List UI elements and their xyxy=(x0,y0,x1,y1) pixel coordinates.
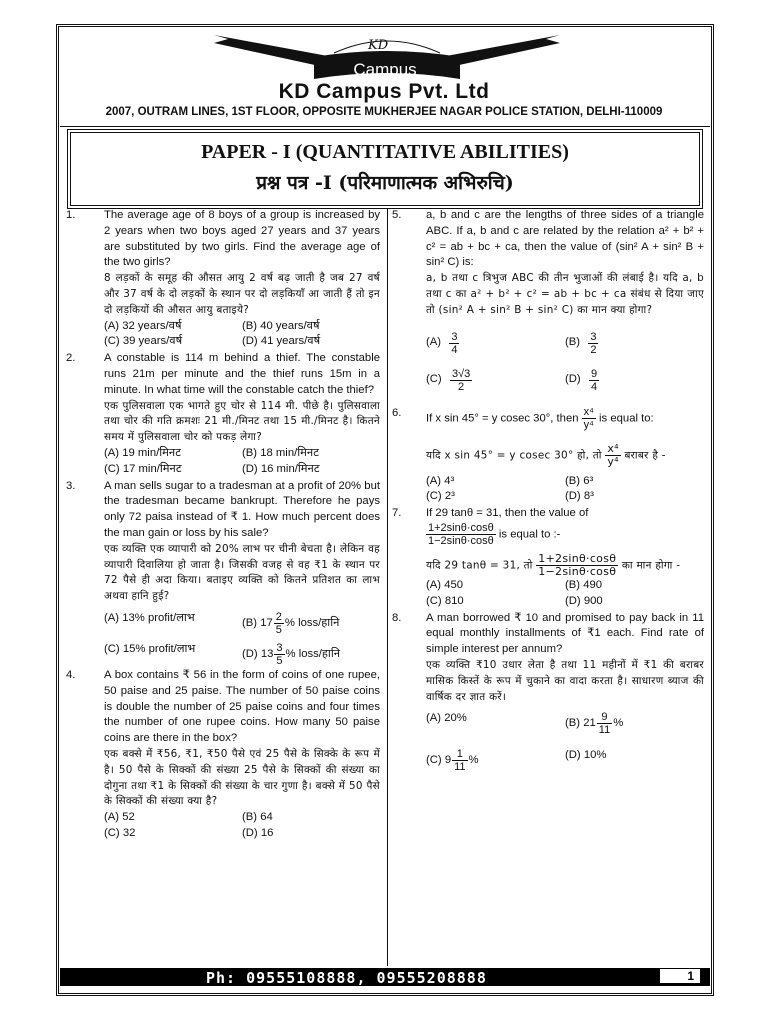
question-7 xyxy=(392,506,704,609)
options xyxy=(426,578,704,610)
question-number: 2. xyxy=(66,352,76,365)
question-text-en: A man sells sugar to a tradesman at a profit of 20% but the tradesman became bankrupt. Therefore he pays only 72 paisa instead of ₹ 1. How much percent does the man gain or loss by his sale? xyxy=(104,479,380,539)
company-name: KD Campus Pvt. Ltd xyxy=(278,80,490,103)
question-4 xyxy=(66,668,380,842)
option-a: (A) 13% profit/लाभ xyxy=(104,611,195,624)
question-text-en: A box contains ₹ 56 in the form of coins of one rupee, 50 paise and 25 paise. The number of 50 paise coins is double the number of 25 paise coins and four times the number of one rupee coins. How many 50 paise coins are there in the box? xyxy=(104,668,380,745)
paper-title-hindi: प्रश्न पत्र -I (परिमाणात्मक अभिरुचि) xyxy=(256,172,514,194)
options xyxy=(426,748,704,773)
option-c: (C) 39 years/वर्ष xyxy=(104,335,183,348)
option-b: (B) 18 min/मिनट xyxy=(242,446,319,459)
option-d: (D) 16 min/मिनट xyxy=(242,462,320,475)
option-a: (A) 19 min/मिनट xyxy=(104,446,181,459)
option-c: (C) 32 xyxy=(104,826,136,839)
option-d: (D) 10% xyxy=(565,749,607,762)
option-a: (A) 20% xyxy=(426,712,467,725)
column-divider xyxy=(387,208,388,966)
option-b: (B) $\frac{3}{2}$ xyxy=(565,330,597,356)
options xyxy=(104,446,380,478)
question-text-hi: यदि x sin 45° = y cosec 30° हो, तो $\frac{\text{x⁴}}{\text{y⁴}}$ बराबर है - xyxy=(426,441,666,468)
question-number: 3. xyxy=(66,479,76,492)
options xyxy=(104,611,380,636)
question-text-hi: a, b तथा c त्रिभुज ABC की तीन भुजाओं की लंबाई है। यदि a, b तथा c का a² + b² + c² = ab + bc + ca संबंध से दिया जाए तो (sin² A + sin² B + sin² C) का मान क्या होगा? xyxy=(426,272,704,316)
option-a: (A) $\frac{3}{4}$ xyxy=(426,330,458,356)
logo-signature: KD xyxy=(368,38,389,53)
question-text-hi: एक बक्से में ₹56, ₹1, ₹50 पैसे एवं 25 पैसे के सिक्के के रूप में है। 50 पैसे के सिक्कों की संख्या 25 पैसे के सिक्कों की संख्या का दोगुना तथा ₹1 के सिक्कों की संख्या के चार गुणा है। बक्से में 50 पैसे के सिक्कों की संख्या क्या है? xyxy=(104,747,380,808)
question-text-en: If x sin 45° = y cosec 30°, then $\frac{\text{x⁴}}{\text{y⁴}}$ is equal to: xyxy=(426,405,654,431)
options xyxy=(426,711,704,736)
option-b: (B) 64 xyxy=(242,811,273,824)
paper-title: PAPER - I (QUANTITATIVE ABILITIES) xyxy=(201,141,569,163)
question-3 xyxy=(66,479,380,667)
fraction: $\frac{3}{5}$ xyxy=(276,641,283,667)
question-text-en: A man borrowed ₹ 10 and promised to pay back in 11 equal monthly installments of ₹1 each. Find rate of simple interest per annum? xyxy=(426,611,704,656)
question-5 xyxy=(392,208,704,393)
page-number: 1 xyxy=(660,969,700,983)
option-b: (B) 6³ xyxy=(565,474,594,487)
header-divider xyxy=(60,126,710,127)
option-d: (D) 13 $\frac{3}{5}$ % loss/हानि xyxy=(242,641,341,667)
option-a: (A) 32 years/वर्ष xyxy=(104,319,182,332)
question-text-hi: एक व्यक्ति ₹10 उधार लेता है तथा 11 महीनों में ₹1 की बराबर मासिक किस्तें के रूप में चुकाने का वादा करता है। साधारण ब्याज की वार्षिक दर ज्ञात करें। xyxy=(426,658,704,703)
option-c: (C) 9 $\frac{1}{11}$ % xyxy=(426,748,479,774)
question-6 xyxy=(392,406,704,506)
option-a: (A) 450 xyxy=(426,578,464,591)
option-b: (B) 490 xyxy=(565,578,603,591)
options xyxy=(104,810,380,842)
option-d: (D) 41 years/वर्ष xyxy=(242,335,321,348)
option-b: (B) 21 $\frac{9}{11}$ % xyxy=(565,711,624,737)
option-c: (C) 15% profit/लाभ xyxy=(104,642,196,655)
options xyxy=(426,368,704,393)
option-c: (C) 2³ xyxy=(426,490,455,503)
company-address: 2007, OUTRAM LINES, 1ST FLOOR, OPPOSITE MUKHERJEE NAGAR POLICE STATION, DELHI-110009 xyxy=(105,106,663,118)
question-text-en: a, b and c are the lengths of three sides of a triangle ABC. If a, b and c are related by the relation a² + b² + c² = ab + bc + ca, then the value of (sin² A + sin² B + sin² C) is: xyxy=(426,209,704,269)
question-number: 8. xyxy=(392,611,402,624)
option-a: (A) 52 xyxy=(104,811,135,824)
options xyxy=(104,642,380,667)
fraction: $\frac{\text{x⁴}}{\text{y⁴}}$ xyxy=(583,405,594,431)
option-c: (C) 17 min/मिनट xyxy=(104,462,182,475)
option-b: (B) 40 years/वर्ष xyxy=(242,319,320,332)
question-text-en: A constable is 114 m behind a thief. The constable runs 21m per minute and the thief runs 15m in a minute. In what time will the constable catch the thief? xyxy=(104,352,380,396)
options xyxy=(426,331,704,356)
question-number: 4. xyxy=(66,668,76,681)
question-text-hi: यदि 29 tanθ = 31, तो $\frac{1+2\sin\theta\cdot\cos\theta}{1-2\sin\theta\cdot\cos\theta}$ का मान होगा - xyxy=(426,551,681,578)
question-number: 5. xyxy=(392,209,402,221)
question-text-hi: एक व्यक्ति एक व्यापारी को 20% लाभ पर चीनी बेचता है। लेकिन वह व्यापारी दिवालिया हो जाता है। जिसकी वजह से वह ₹1 के स्थान पर 72 पैसे ही अदा किया। बताइए व्यक्ति को कितने प्रतिशत का लाभ अथवा हानि हुई? xyxy=(104,542,380,603)
option-d: (D) 8³ xyxy=(565,490,594,503)
option-c: (C) $\frac{3√3}{2}$ xyxy=(426,367,471,393)
right-column xyxy=(392,208,704,774)
options xyxy=(426,474,704,506)
question-number: 7. xyxy=(392,507,402,520)
question-text-en: The average age of 8 boys of a group is increased by 2 years when two boys aged 27 years and 37 years are substituted by two girls. Find the average age of the two girls? xyxy=(104,209,380,269)
fraction: $\frac{2}{5}$ xyxy=(275,610,282,636)
options xyxy=(104,319,380,351)
question-number: 6. xyxy=(392,406,402,419)
question-text-hi: 8 लड़कों के समूह की औसत आयु 2 वर्ष बढ़ जाती है जब 27 वर्ष और 37 वर्ष के दो लड़कों के स्थान पर दो लड़कियाँ आ जाती हैं तो इन दो लड़कियों की औसत आयु बताइये? xyxy=(104,272,380,316)
option-c: (C) 810 xyxy=(426,594,464,607)
question-text-hi: एक पुलिसवाला एक भागते हुए चोर से 114 मी. पीछे है। पुलिसवाला तथा चोर की गति क्रमशः 21 मी./मिनट तथा 15 मी./मिनट है। कितने समय में पुलिसवाला चोर को पकड़ लेगा? xyxy=(104,399,380,444)
question-text-en: If 29 tanθ = 31, then the value of $\frac{1+2\sin\theta\cdot\cos\theta}{1-2\sin\theta\cdot\cos\theta}$ is equal to :- xyxy=(426,507,589,547)
option-a: (A) 4³ xyxy=(426,474,455,487)
question-8 xyxy=(392,611,704,774)
logo-banner-text: Campus xyxy=(353,60,417,79)
left-column xyxy=(66,208,380,843)
fraction: $\frac{1+2\sin\theta\cdot\cos\theta}{1-2\sin\theta\cdot\cos\theta}$ xyxy=(538,551,617,578)
paper-title-box xyxy=(70,132,700,206)
option-d: (D) 16 xyxy=(242,826,274,839)
footer-bar xyxy=(60,968,710,986)
footer-phone-numbers: Ph: 09555108888, 09555208888 xyxy=(206,969,487,987)
question-2 xyxy=(66,351,380,477)
question-number: 1. xyxy=(66,209,76,221)
fraction: $\frac{1+2\sin\theta\cdot\cos\theta}{1-2\sin\theta\cdot\cos\theta}$ xyxy=(428,521,494,547)
option-d: (D) $\frac{9}{4}$ xyxy=(565,367,598,393)
option-d: (D) 900 xyxy=(565,594,603,607)
fraction: $\frac{\text{x⁴}}{\text{y⁴}}$ xyxy=(607,441,619,468)
question-1 xyxy=(66,208,380,350)
option-b: (B) 17 $\frac{2}{5}$ % loss/हानि xyxy=(242,610,340,636)
